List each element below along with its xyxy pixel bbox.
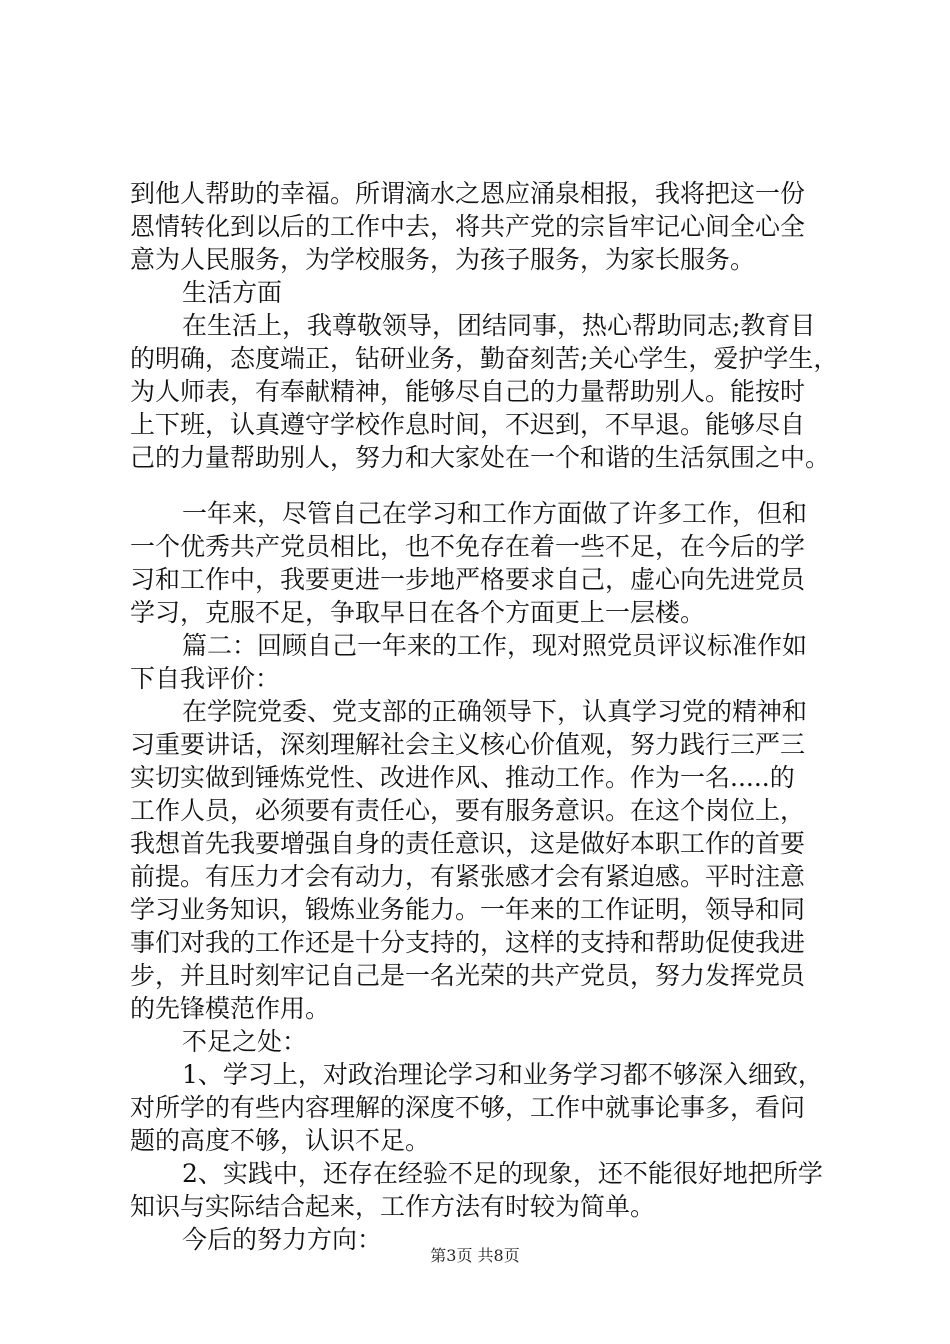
text-line: 我想首先我要增强自身的责任意识，这是做好本职工作的首要 (130, 829, 806, 858)
text-line: 学习，克服不足，争取早日在各个方面更上一层楼。 (130, 598, 706, 627)
page-number-footer: 第3页 共8页 (430, 1246, 520, 1265)
text-line: 对所学的有些内容理解的深度不够，工作中就事论事多，看问 (130, 1093, 806, 1122)
text-line: 题的高度不够，认识不足。 (130, 1126, 431, 1155)
text-line: 的明确，态度端正，钻研业务，勤奋刻苦;关心学生，爱护学生， (130, 344, 839, 373)
text-line: 步，并且时刻牢记自己是一名光荣的共产党员，努力发挥党员 (130, 961, 806, 990)
text-line: 恩情转化到以后的工作中去，将共产党的宗旨牢记心间全心全 (130, 212, 806, 241)
text-line: 习和工作中，我要更进一步地严格要求自己，虚心向先进党员 (130, 565, 806, 594)
text-line: 己的力量帮助别人，努力和大家处在一个和谐的生活氛围之中。 (130, 443, 831, 472)
text-line: 的先锋模范作用。 (130, 994, 331, 1023)
section-heading: 今后的努力方向： (182, 1225, 383, 1254)
text-line: 工作人员，必须要有责任心，要有服务意识。在这个岗位上， (130, 796, 806, 825)
text-line: 2、实践中，还存在经验不足的现象，还不能很好地把所学 (182, 1159, 823, 1188)
text-line: 到他人帮助的幸福。所谓滴水之恩应涌泉相报，我将把这一份 (130, 179, 806, 208)
text-line: 意为人民服务，为学校服务，为孩子服务，为家长服务。 (130, 245, 756, 274)
text-line: 下自我评价： (130, 664, 281, 693)
text-line: 学习业务知识，锻炼业务能力。一年来的工作证明，领导和同 (130, 895, 806, 924)
section-heading: 生活方面 (182, 278, 283, 307)
section-heading: 不足之处： (182, 1027, 308, 1056)
text-line: 篇二：回顾自己一年来的工作，现对照党员评议标准作如 (182, 631, 808, 660)
text-line: 在生活上，我尊敬领导，团结同事，热心帮助同志;教育目 (182, 311, 816, 340)
text-line: 前提。有压力才会有动力，有紧张感才会有紧迫感。平时注意 (130, 862, 806, 891)
text-line: 实切实做到锤炼党性、改进作风、推动工作。作为一名.....的 (130, 763, 795, 792)
text-line: 知识与实际结合起来，工作方法有时较为简单。 (130, 1192, 656, 1221)
text-line: 为人师表，有奉献精神，能够尽自己的力量帮助别人。能按时 (130, 377, 806, 406)
document-body (130, 177, 839, 1256)
text-line: 上下班，认真遵守学校作息时间，不迟到，不早退。能够尽自 (130, 410, 806, 439)
text-line: 在学院党委、党支部的正确领导下，认真学习党的精神和 (182, 697, 808, 726)
text-line: 一个优秀共产党员相比，也不免存在着一些不足，在今后的学 (130, 532, 806, 561)
text-line: 一年来，尽管自己在学习和工作方面做了许多工作，但和 (182, 499, 808, 528)
text-line: 习重要讲话，深刻理解社会主义核心价值观，努力践行三严三 (130, 730, 806, 759)
text-line: 1、学习上，对政治理论学习和业务学习都不够深入细致， (182, 1060, 823, 1089)
paragraph-gap (130, 474, 830, 497)
text-line: 事们对我的工作还是十分支持的，这样的支持和帮助促使我进 (130, 928, 806, 957)
